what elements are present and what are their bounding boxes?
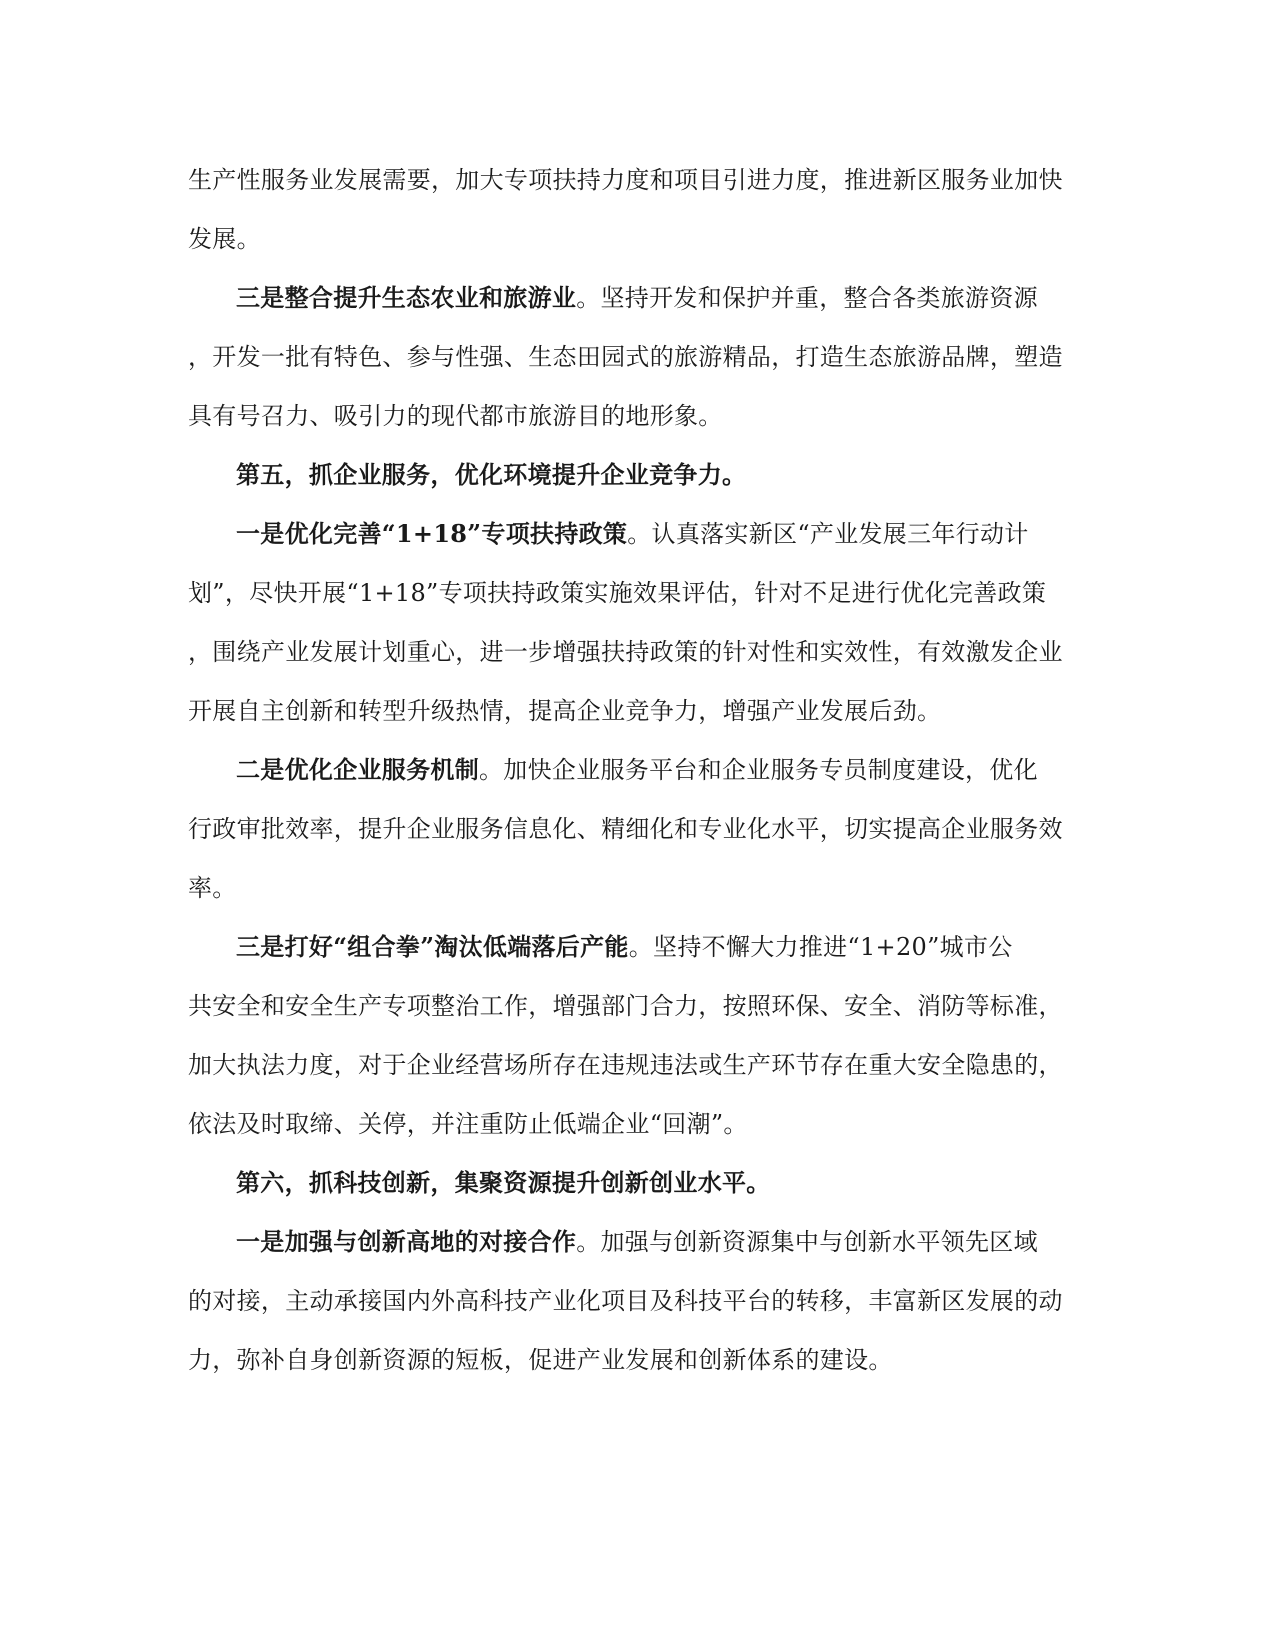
text-line <box>188 1286 1088 1316</box>
line-text: 发展。 <box>188 225 261 253</box>
bold-lead: 三是打好“组合拳”淘汰低端落后产能 <box>236 932 629 961</box>
line-text: 。坚持不懈大力推进“1+20”城市公 <box>628 933 1013 961</box>
text-line <box>188 342 1088 372</box>
section-heading <box>188 1168 1088 1198</box>
paragraph-heading-line <box>188 755 1088 785</box>
bold-lead: 第五，抓企业服务，优化环境提升企业竞争力。 <box>236 460 747 489</box>
line-text: 加大执法力度，对于企业经营场所存在违规违法或生产环节存在重大安全隐患的， <box>188 1051 1063 1079</box>
text-line <box>188 991 1088 1021</box>
line-text: 行政审批效率，提升企业服务信息化、精细化和专业化水平，切实提高企业服务效 <box>188 815 1063 843</box>
line-text: 的对接，主动承接国内外高科技产业化项目及科技平台的转移，丰富新区发展的动 <box>188 1287 1063 1315</box>
text-line <box>188 1109 1088 1139</box>
text-line <box>188 578 1088 608</box>
paragraph-heading-line <box>188 1227 1088 1257</box>
paragraph-heading-line <box>188 519 1088 549</box>
line-text: 生产性服务业发展需要，加大专项扶持力度和项目引进力度，推进新区服务业加快 <box>188 166 1063 194</box>
bold-lead: 第六，抓科技创新，集聚资源提升创新创业水平。 <box>236 1168 771 1197</box>
line-text: ，围绕产业发展计划重心，进一步增强扶持政策的针对性和实效性，有效激发企业 <box>188 638 1063 666</box>
bold-lead: 一是优化完善“1+18”专项扶持政策 <box>236 519 628 548</box>
line-text: 。加强与创新资源集中与创新水平领先区域 <box>576 1228 1038 1256</box>
line-text: 。加快企业服务平台和企业服务专员制度建设，优化 <box>479 756 1038 784</box>
line-text: 。认真落实新区“产业发展三年行动计 <box>627 520 1029 548</box>
text-line <box>188 1345 1088 1375</box>
document-body <box>188 165 1088 1404</box>
line-text: 依法及时取缔、关停，并注重防止低端企业“回潮”。 <box>188 1110 748 1138</box>
line-text: 率。 <box>188 874 237 902</box>
line-text: 力，弥补自身创新资源的短板，促进产业发展和创新体系的建设。 <box>188 1346 893 1374</box>
text-line <box>188 224 1088 254</box>
line-text: 。坚持开发和保护并重，整合各类旅游资源 <box>576 284 1038 312</box>
bold-lead: 三是整合提升生态农业和旅游业 <box>236 283 577 312</box>
text-line <box>188 1050 1088 1080</box>
bold-lead: 二是优化企业服务机制 <box>236 755 479 784</box>
section-heading <box>188 460 1088 490</box>
bold-lead: 一是加强与创新高地的对接合作 <box>236 1227 577 1256</box>
text-line <box>188 873 1088 903</box>
line-text: 具有号召力、吸引力的现代都市旅游目的地形象。 <box>188 402 723 430</box>
paragraph-heading-line <box>188 283 1088 313</box>
line-text: 共安全和安全生产专项整治工作，增强部门合力，按照环保、安全、消防等标准， <box>188 992 1063 1020</box>
text-line <box>188 637 1088 667</box>
paragraph-heading-line <box>188 932 1088 962</box>
text-line <box>188 165 1088 195</box>
line-text: ，开发一批有特色、参与性强、生态田园式的旅游精品，打造生态旅游品牌，塑造 <box>188 343 1063 371</box>
text-line <box>188 696 1088 726</box>
text-line <box>188 401 1088 431</box>
line-text: 开展自主创新和转型升级热情，提高企业竞争力，增强产业发展后劲。 <box>188 697 942 725</box>
line-text: 划”，尽快开展“1+18”专项扶持政策实施效果评估，针对不足进行优化完善政策 <box>188 579 1047 607</box>
text-line <box>188 814 1088 844</box>
